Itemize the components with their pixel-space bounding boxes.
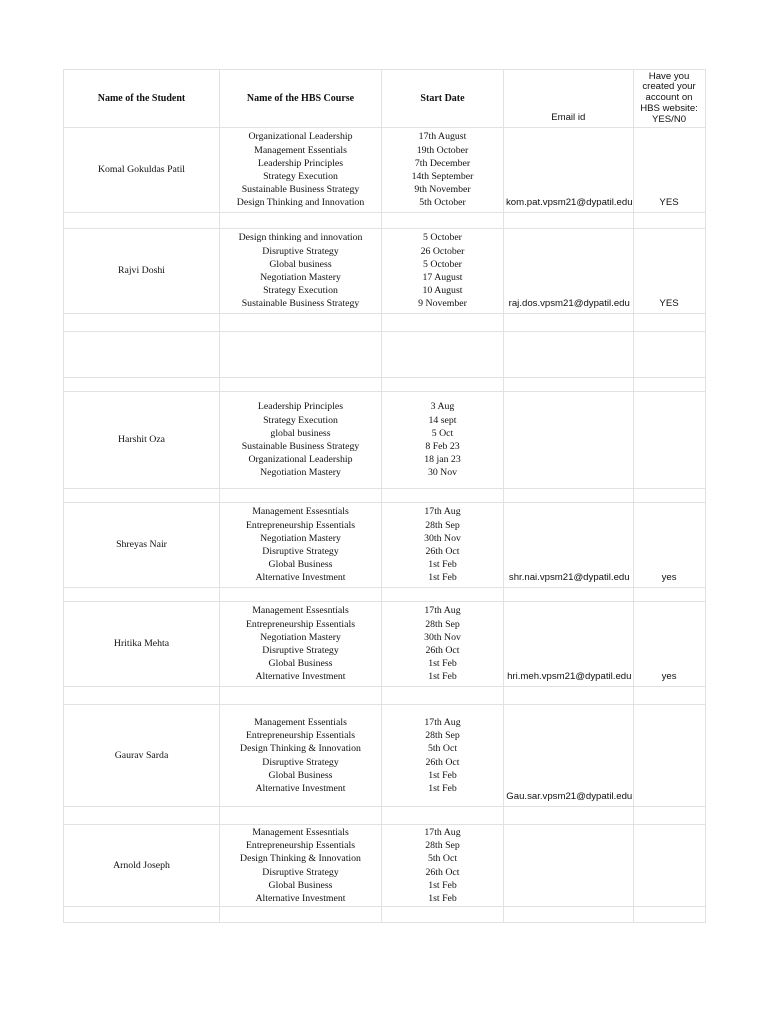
- course-name: Disruptive Strategy: [262, 645, 339, 656]
- empty-cell: [504, 489, 634, 503]
- email-cell: raj.dos.vpsm21@dypatil.edu: [504, 229, 634, 314]
- start-date: 17 August: [422, 272, 463, 283]
- course-name: Organizational Leadership: [248, 454, 353, 466]
- course-name: Entrepreneurship Essentials: [245, 840, 356, 852]
- course-name: Negotiation Mastery: [260, 467, 341, 479]
- course-cell: [220, 825, 382, 907]
- account-status: [633, 705, 705, 807]
- start-date: 17th Aug: [424, 506, 461, 518]
- start-date: 5th October: [419, 197, 466, 209]
- student-name: Shreyas Nair: [64, 503, 220, 588]
- empty-cell: [633, 687, 705, 705]
- table-row: [64, 128, 706, 213]
- empty-cell: [382, 907, 504, 923]
- header-course: Name of the HBS Course: [220, 70, 382, 128]
- course-name: Global Business: [268, 658, 333, 670]
- header-account-line: HBS website:: [640, 102, 698, 114]
- course-name: Negotiation Mastery: [260, 631, 341, 643]
- course-name: Design Thinking and Innovation: [236, 197, 365, 209]
- course-cell: [220, 602, 382, 687]
- start-date: 30 Nov: [427, 467, 458, 479]
- empty-cell: [64, 213, 220, 229]
- table-row: [64, 825, 706, 907]
- empty-cell: [220, 907, 382, 923]
- empty-cell: [64, 378, 220, 392]
- course-name: Negotiation Mastery: [260, 272, 341, 283]
- email-cell: [504, 825, 634, 907]
- start-date: 5 October: [423, 232, 462, 244]
- email-cell: [504, 392, 634, 489]
- start-date: 1st Feb: [428, 559, 457, 571]
- spacer-row: [64, 907, 706, 923]
- course-cell: [220, 229, 382, 314]
- empty-cell: [382, 332, 504, 378]
- course-name: global business: [270, 427, 331, 439]
- empty-cell: [504, 332, 634, 378]
- email-cell: hri.meh.vpsm21@dypatil.edu: [504, 602, 634, 687]
- start-date: 1st Feb: [428, 671, 457, 683]
- empty-cell: [504, 378, 634, 392]
- date-cell: [382, 392, 504, 489]
- student-name: Arnold Joseph: [64, 825, 220, 907]
- student-name: Rajvi Doshi: [64, 229, 220, 314]
- empty-cell: [64, 807, 220, 825]
- empty-cell: [504, 588, 634, 602]
- empty-cell: [64, 489, 220, 503]
- empty-cell: [220, 213, 382, 229]
- start-date: 8 Feb 23: [425, 441, 460, 452]
- empty-cell: [633, 332, 705, 378]
- empty-cell: [220, 332, 382, 378]
- course-name: Global Business: [268, 769, 333, 781]
- course-name: Entrepreneurship Essentials: [245, 618, 356, 630]
- empty-cell: [504, 687, 634, 705]
- course-name: Management Essentials: [254, 716, 347, 728]
- start-date: 26 October: [420, 245, 465, 257]
- date-cell: [382, 825, 504, 907]
- course-name: Organizational Leadership: [248, 131, 353, 143]
- course-name: Disruptive Strategy: [262, 245, 339, 257]
- empty-cell: [220, 489, 382, 503]
- empty-cell: [382, 489, 504, 503]
- start-date: 19th October: [416, 144, 469, 156]
- empty-cell: [633, 489, 705, 503]
- empty-cell: [220, 588, 382, 602]
- table-row: [64, 602, 706, 687]
- start-date: 30th Nov: [424, 532, 461, 544]
- empty-cell: [504, 907, 634, 923]
- account-status: yes: [633, 602, 705, 687]
- course-name: Alternative Investment: [255, 671, 346, 683]
- course-name: Management Essesntials: [252, 826, 349, 838]
- table-row: [64, 229, 706, 314]
- email-cell: kom.pat.vpsm21@dypatil.edu: [504, 128, 634, 213]
- empty-cell: [633, 378, 705, 392]
- spacer-row: [64, 213, 706, 229]
- course-name: Strategy Execution: [263, 414, 338, 426]
- course-name: Management Essentials: [254, 144, 347, 156]
- email-cell: shr.nai.vpsm21@dypatil.edu: [504, 503, 634, 588]
- account-status: [633, 392, 705, 489]
- header-account-line: created your: [642, 81, 696, 93]
- start-date: 30th Nov: [424, 631, 461, 643]
- student-course-table: [63, 69, 706, 923]
- spacer-row: [64, 378, 706, 392]
- start-date: 26th Oct: [425, 645, 460, 656]
- empty-cell: [504, 807, 634, 825]
- start-date: 28th Sep: [425, 730, 460, 742]
- student-name: Gaurav Sarda: [64, 705, 220, 807]
- header-start-date: Start Date: [382, 70, 504, 128]
- account-status: YES: [633, 229, 705, 314]
- header-account: [633, 70, 705, 128]
- student-name: Harshit Oza: [64, 392, 220, 489]
- start-date: 1st Feb: [428, 782, 457, 794]
- course-name: Negotiation Mastery: [260, 532, 341, 544]
- start-date: 14th September: [411, 171, 474, 182]
- course-name: Alternative Investment: [255, 782, 346, 794]
- course-name: Design thinking and innovation: [238, 232, 363, 244]
- start-date: 5 October: [423, 258, 462, 270]
- empty-cell: [633, 588, 705, 602]
- header-account-line: Have you: [648, 70, 690, 82]
- empty-cell: [633, 213, 705, 229]
- start-date: 9th November: [414, 184, 471, 196]
- course-cell: [220, 705, 382, 807]
- start-date: 1st Feb: [428, 892, 457, 904]
- course-cell: [220, 392, 382, 489]
- course-name: Alternative Investment: [255, 572, 346, 584]
- date-cell: [382, 229, 504, 314]
- table-body: [64, 128, 706, 923]
- start-date: 1st Feb: [428, 658, 457, 670]
- table-row: [64, 705, 706, 807]
- spacer-row: [64, 489, 706, 503]
- header-account-line: account on: [645, 92, 693, 104]
- course-name: Sustainable Business Strategy: [241, 184, 360, 196]
- header-account-line: YES/N0: [651, 113, 687, 125]
- student-name: Hritika Mehta: [64, 602, 220, 687]
- account-status: YES: [633, 128, 705, 213]
- spacer-row: [64, 807, 706, 825]
- empty-cell: [220, 378, 382, 392]
- start-date: 1st Feb: [428, 879, 457, 891]
- start-date: 1st Feb: [428, 572, 457, 584]
- empty-cell: [220, 687, 382, 705]
- date-cell: [382, 602, 504, 687]
- account-status: yes: [633, 503, 705, 588]
- start-date: 26th Oct: [425, 756, 460, 768]
- course-cell: [220, 128, 382, 213]
- start-date: 28th Sep: [425, 519, 460, 531]
- table-row: [64, 503, 706, 588]
- course-name: Design Thinking & Innovation: [240, 853, 361, 865]
- start-date: 18 jan 23: [424, 454, 461, 466]
- course-name: Management Essesntials: [252, 605, 349, 617]
- spacer-row: [64, 332, 706, 378]
- start-date: 9 November: [418, 298, 467, 310]
- start-date: 14 sept: [428, 414, 457, 426]
- spacer-row: [64, 588, 706, 602]
- course-name: Disruptive Strategy: [262, 756, 339, 768]
- empty-cell: [64, 314, 220, 332]
- course-name: Global business: [269, 258, 332, 270]
- empty-cell: [382, 314, 504, 332]
- course-name: Global Business: [268, 879, 333, 891]
- start-date: 10 August: [422, 285, 463, 297]
- course-name: Leadership Principles: [257, 401, 344, 413]
- empty-cell: [633, 907, 705, 923]
- student-name: Komal Gokuldas Patil: [64, 128, 220, 213]
- account-status: [633, 825, 705, 907]
- empty-cell: [382, 687, 504, 705]
- course-name: Disruptive Strategy: [262, 866, 339, 878]
- course-name: Strategy Execution: [263, 171, 338, 182]
- empty-cell: [633, 314, 705, 332]
- course-name: Sustainable Business Strategy: [241, 441, 360, 452]
- date-cell: [382, 705, 504, 807]
- empty-cell: [504, 213, 634, 229]
- empty-cell: [220, 314, 382, 332]
- start-date: 5 Oct: [431, 427, 454, 439]
- start-date: 28th Sep: [425, 840, 460, 852]
- course-name: Disruptive Strategy: [262, 546, 339, 557]
- start-date: 5th Oct: [427, 853, 458, 865]
- course-name: Global Business: [268, 559, 333, 571]
- course-name: Strategy Execution: [263, 285, 338, 297]
- empty-cell: [64, 907, 220, 923]
- header-row: [64, 70, 706, 128]
- empty-cell: [64, 687, 220, 705]
- course-name: Leadership Principles: [257, 157, 344, 169]
- empty-cell: [382, 588, 504, 602]
- header-student: Name of the Student: [64, 70, 220, 128]
- table-row: [64, 392, 706, 489]
- start-date: 17th Aug: [424, 605, 461, 617]
- date-cell: [382, 503, 504, 588]
- start-date: 5th Oct: [427, 743, 458, 755]
- start-date: 3 Aug: [430, 401, 455, 413]
- empty-cell: [64, 588, 220, 602]
- header-email: Email id: [504, 70, 634, 128]
- start-date: 17th Aug: [424, 716, 461, 728]
- start-date: 17th August: [418, 131, 467, 143]
- email-cell: Gau.sar.vpsm21@dypatil.edu: [504, 705, 634, 807]
- start-date: 17th Aug: [424, 826, 461, 838]
- empty-cell: [382, 378, 504, 392]
- start-date: 28th Sep: [425, 618, 460, 630]
- course-name: Alternative Investment: [255, 892, 346, 904]
- spacer-row: [64, 314, 706, 332]
- course-name: Design Thinking & Innovation: [240, 743, 361, 755]
- start-date: 7th December: [414, 157, 471, 169]
- start-date: 1st Feb: [428, 769, 457, 781]
- start-date: 26th Oct: [425, 866, 460, 878]
- course-name: Sustainable Business Strategy: [241, 298, 360, 310]
- course-cell: [220, 503, 382, 588]
- empty-cell: [504, 314, 634, 332]
- empty-cell: [633, 807, 705, 825]
- course-name: Management Essesntials: [252, 506, 349, 518]
- spacer-row: [64, 687, 706, 705]
- course-name: Entrepreneurship Essentials: [245, 730, 356, 742]
- date-cell: [382, 128, 504, 213]
- empty-cell: [220, 807, 382, 825]
- empty-cell: [382, 807, 504, 825]
- course-name: Entrepreneurship Essentials: [245, 519, 356, 531]
- empty-cell: [64, 332, 220, 378]
- empty-cell: [382, 213, 504, 229]
- start-date: 26th Oct: [425, 546, 460, 557]
